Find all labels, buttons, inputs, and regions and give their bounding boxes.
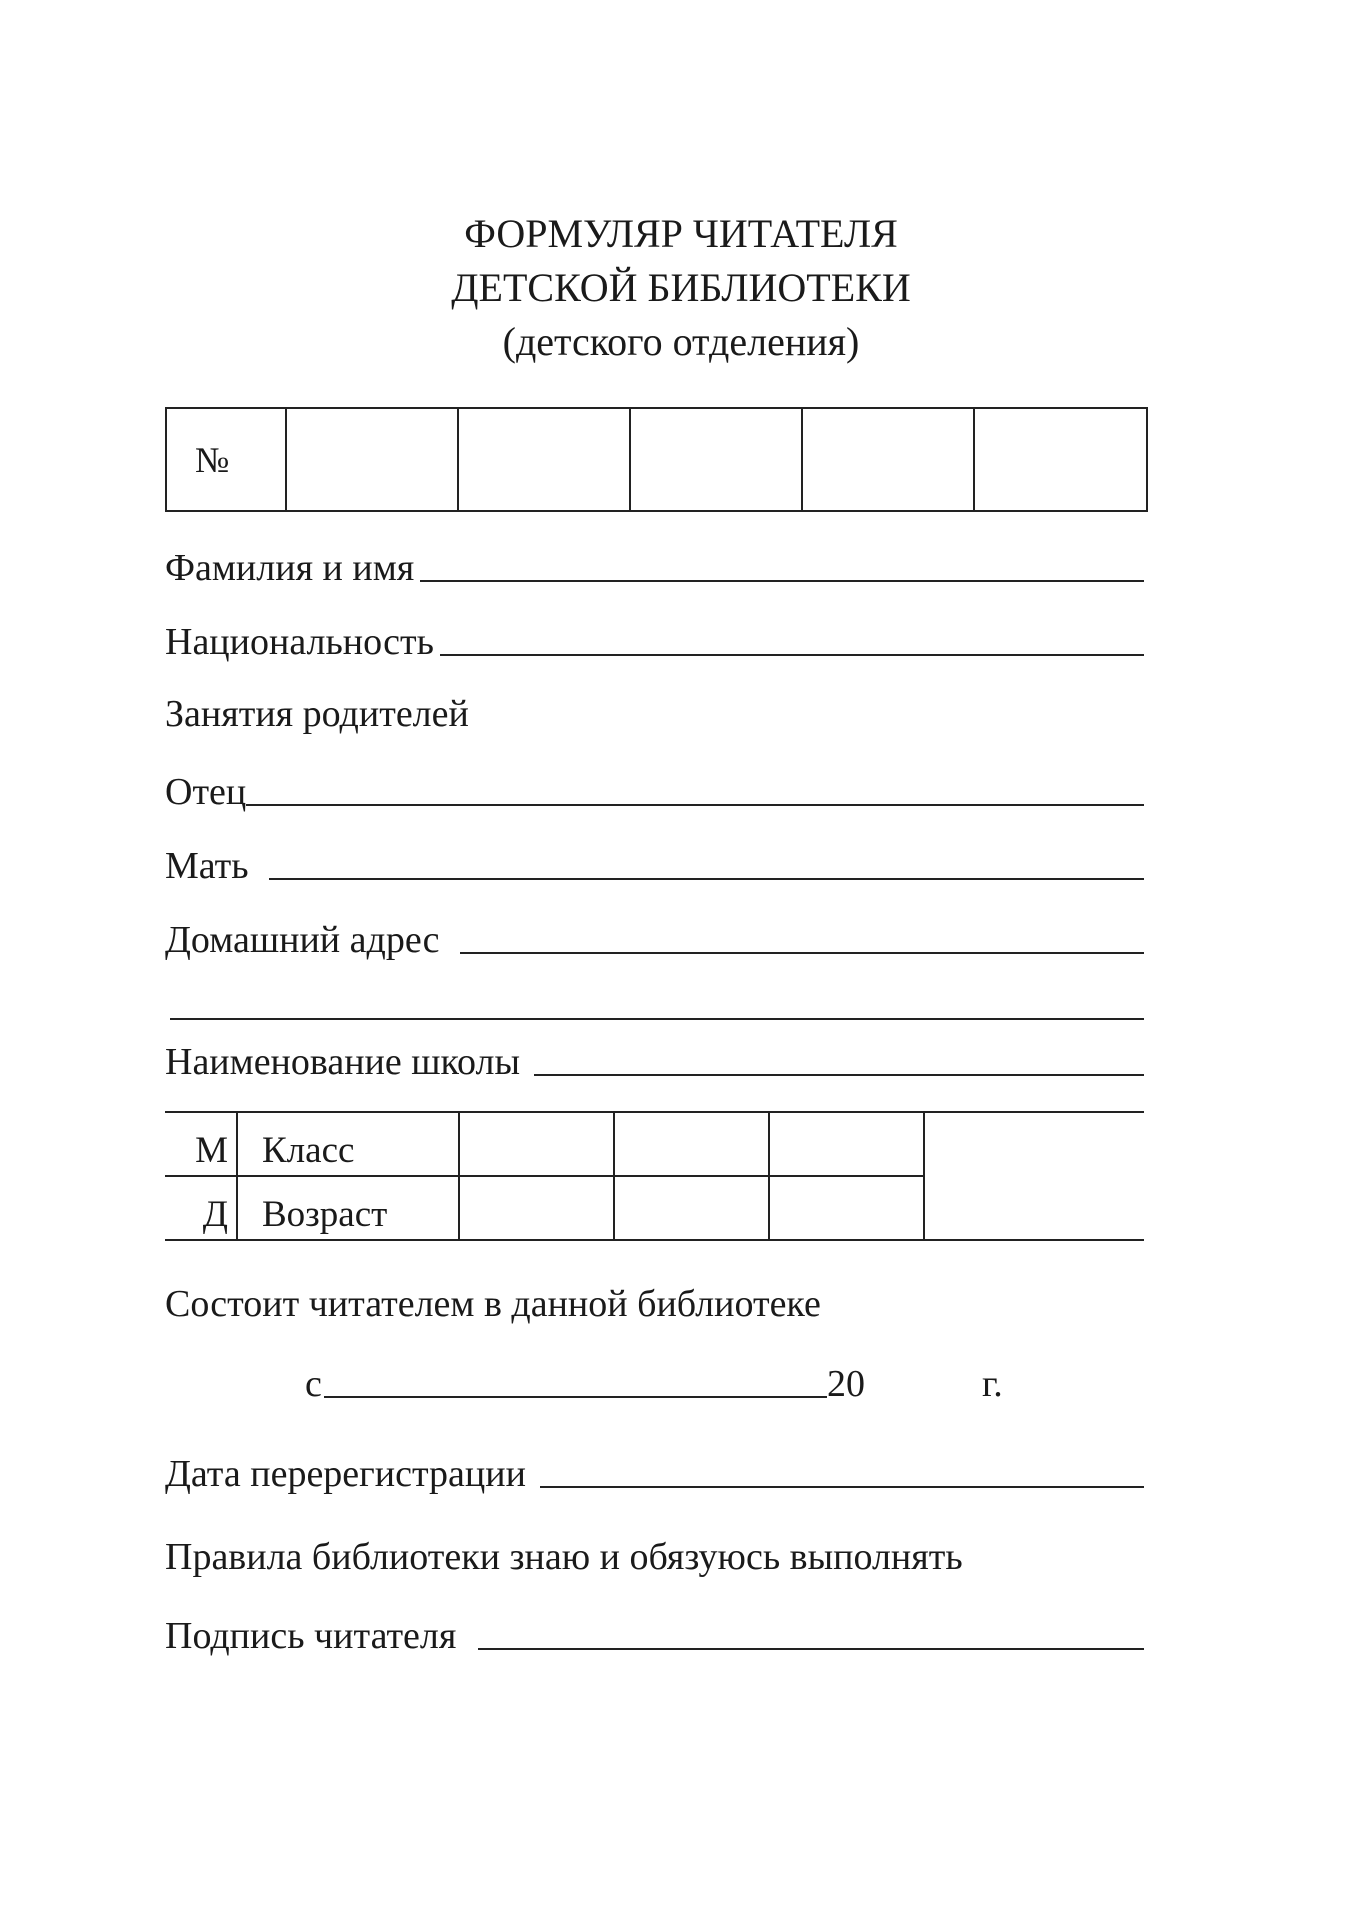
reregistration-label: Дата перерегистрации [165, 1453, 526, 1495]
name-label: Фамилия и имя [165, 547, 415, 589]
nationality-input-line[interactable] [440, 652, 1144, 656]
form-title-line2: ДЕТСКОЙ БИБЛИОТЕКИ [451, 265, 911, 310]
number-label: № [166, 408, 286, 511]
reregistration-field-row [165, 1446, 1144, 1496]
membership-date-input-line[interactable] [324, 1394, 827, 1398]
gender-mark-d: Д [165, 1176, 237, 1240]
father-label: Отец [165, 771, 247, 813]
class-cell[interactable] [459, 1113, 614, 1176]
home-address-input-line[interactable] [460, 950, 1145, 954]
signature-input-line[interactable] [478, 1646, 1144, 1650]
membership-from-prefix: с [305, 1363, 322, 1405]
class-cell[interactable] [614, 1113, 769, 1176]
membership-year-prefix: 20 [827, 1363, 865, 1405]
name-input-line[interactable] [420, 578, 1144, 582]
age-cell[interactable] [614, 1176, 769, 1240]
class-age-table [165, 1113, 1144, 1241]
school-name-field-row [165, 1034, 1144, 1084]
school-name-input-line[interactable] [534, 1072, 1144, 1076]
number-digit-cell[interactable] [286, 408, 458, 511]
nationality-label: Национальность [165, 621, 434, 663]
class-label: Класс [237, 1113, 459, 1176]
number-digit-cell[interactable] [974, 408, 1147, 511]
rules-text: Правила библиотеки знаю и обязуюсь выполнять [165, 1536, 963, 1578]
form-title-line3: (детского отделения) [502, 319, 860, 364]
mother-field-row [165, 838, 1144, 888]
signature-label: Подпись читателя [165, 1615, 457, 1657]
membership-year-suffix: г. [982, 1363, 1003, 1405]
age-cell[interactable] [459, 1176, 614, 1240]
age-cell[interactable] [769, 1176, 924, 1240]
home-address-label: Домашний адрес [165, 919, 440, 961]
number-digit-cell[interactable] [630, 408, 802, 511]
class-age-extra-cell[interactable] [924, 1113, 1144, 1240]
father-input-line[interactable] [246, 802, 1144, 806]
school-name-label: Наименование школы [165, 1041, 521, 1083]
reader-number-table [165, 407, 1148, 512]
number-digit-cell[interactable] [458, 408, 630, 511]
number-digit-cell[interactable] [802, 408, 974, 511]
mother-label: Мать [165, 845, 249, 887]
form-title-line1: ФОРМУЛЯР ЧИТАТЕЛЯ [464, 211, 898, 256]
home-address-field-row [165, 912, 1144, 962]
membership-date-row [305, 1356, 865, 1406]
nationality-field-row [165, 614, 1144, 664]
home-address-second-line[interactable] [170, 1018, 1144, 1020]
parents-occupation-heading: Занятия родителей [165, 693, 469, 735]
signature-field-row [165, 1608, 1144, 1658]
father-field-row [165, 764, 1144, 814]
gender-mark-m: М [165, 1113, 237, 1176]
reregistration-input-line[interactable] [540, 1484, 1144, 1488]
name-field-row [165, 540, 1144, 590]
age-label: Возраст [237, 1176, 459, 1240]
mother-input-line[interactable] [269, 876, 1144, 880]
membership-text: Состоит читателем в данной библиотеке [165, 1283, 821, 1325]
class-cell[interactable] [769, 1113, 924, 1176]
